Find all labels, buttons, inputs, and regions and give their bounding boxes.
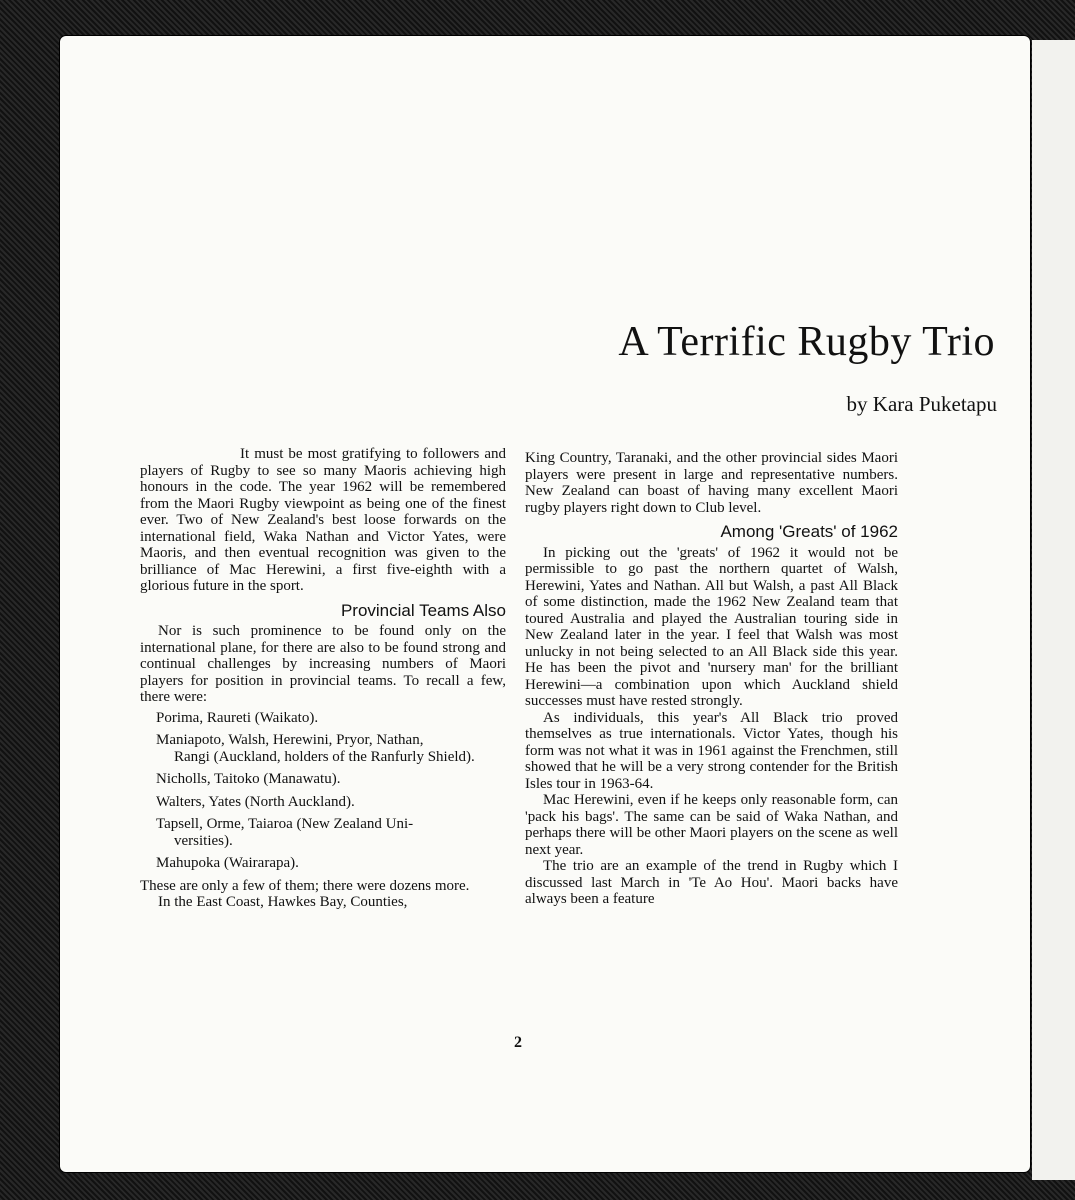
article-title: A Terrific Rugby Trio bbox=[618, 319, 995, 365]
page-number: 2 bbox=[514, 1034, 522, 1051]
list-item: Nicholls, Taitoko (Manawatu). bbox=[156, 771, 341, 787]
intro-paragraph: It must be most gratifying to followers and players of Rugby to see so many Maoris achieving high honours in the code. The year 1962 will be remembered from the Maori Rugby viewpoint as being one of the finest ever. Two of New Zealand's best loose forwards on the international field, Waka Nathan and Victor Yates, were Maoris, and then eventual recognition was given to the brilliance of Mac Herewini, a first five-eighth with a glorious future in the sport. bbox=[140, 446, 506, 594]
adjacent-page-edge bbox=[1032, 40, 1075, 1180]
paragraph: As individuals, this year's All Black trio proved themselves as true internationals. Victor Yates, though his form was not what it was in 1961 against the Frenchmen, still showed that he will be a very strong contender for the British Isles tour in 1963-64. bbox=[525, 709, 898, 792]
player-list bbox=[140, 710, 506, 872]
list-item: Maniapoto, Walsh, Herewini, Pryor, Nathan, Rangi (Auckland, holders of the Ranfurly Shield). bbox=[156, 732, 475, 765]
paragraph: King Country, Taranaki, and the other provincial sides Maori players were present in large and representative numbers. New Zealand can boast of having many excellent Maori rugby players right down to Club level. bbox=[525, 450, 898, 516]
paragraph: These are only a few of them; there were dozens more. bbox=[140, 877, 470, 894]
paragraph: In picking out the 'greats' of 1962 it would not be permissible to go past the northern quartet of Walsh, Herewini, Yates and Nathan. All but Walsh, a past All Black of some distinction, made the 1962 New Zealand team that toured Australia and played the Australian touring side in New Zealand later in the year. I feel that Walsh was most unlucky in not being selected to an All Black side this year. He has been the pivot and 'nursery man' for the brilliant Herewini—a combination upon which Auckland shield successes must have rested strongly. bbox=[525, 544, 898, 709]
subhead-greats: Among 'Greats' of 1962 bbox=[720, 522, 898, 541]
right-column bbox=[525, 450, 898, 908]
paragraph: The trio are an example of the trend in Rugby which I discussed last March in 'Te Ao Hou'. Maori backs have always been a feature bbox=[525, 858, 898, 907]
list-item: Mahupoka (Wairarapa). bbox=[156, 855, 299, 871]
article-byline: by Kara Puketapu bbox=[846, 392, 997, 416]
paragraph: Nor is such prominence to be found only on the international plane, for there are also to be found strong and continual challenges by increasing numbers of Maori players for position in provincial teams. To recall a few, there were: bbox=[140, 623, 506, 705]
list-item: Tapsell, Orme, Taiaroa (New Zealand Uni- versities). bbox=[156, 816, 414, 849]
list-item: Walters, Yates (North Auckland). bbox=[156, 793, 355, 810]
subhead-provincial: Provincial Teams Also bbox=[340, 600, 506, 620]
list-item: Porima, Raureti (Waikato). bbox=[156, 709, 319, 726]
left-column bbox=[140, 446, 506, 911]
paragraph: In the East Coast, Hawkes Bay, Counties, bbox=[158, 894, 408, 910]
paragraph: Mac Herewini, even if he keeps only reasonable form, can 'pack his bags'. The same can be said of Waka Nathan, and perhaps there will be other Maori players on the scene as well next year. bbox=[525, 792, 898, 858]
